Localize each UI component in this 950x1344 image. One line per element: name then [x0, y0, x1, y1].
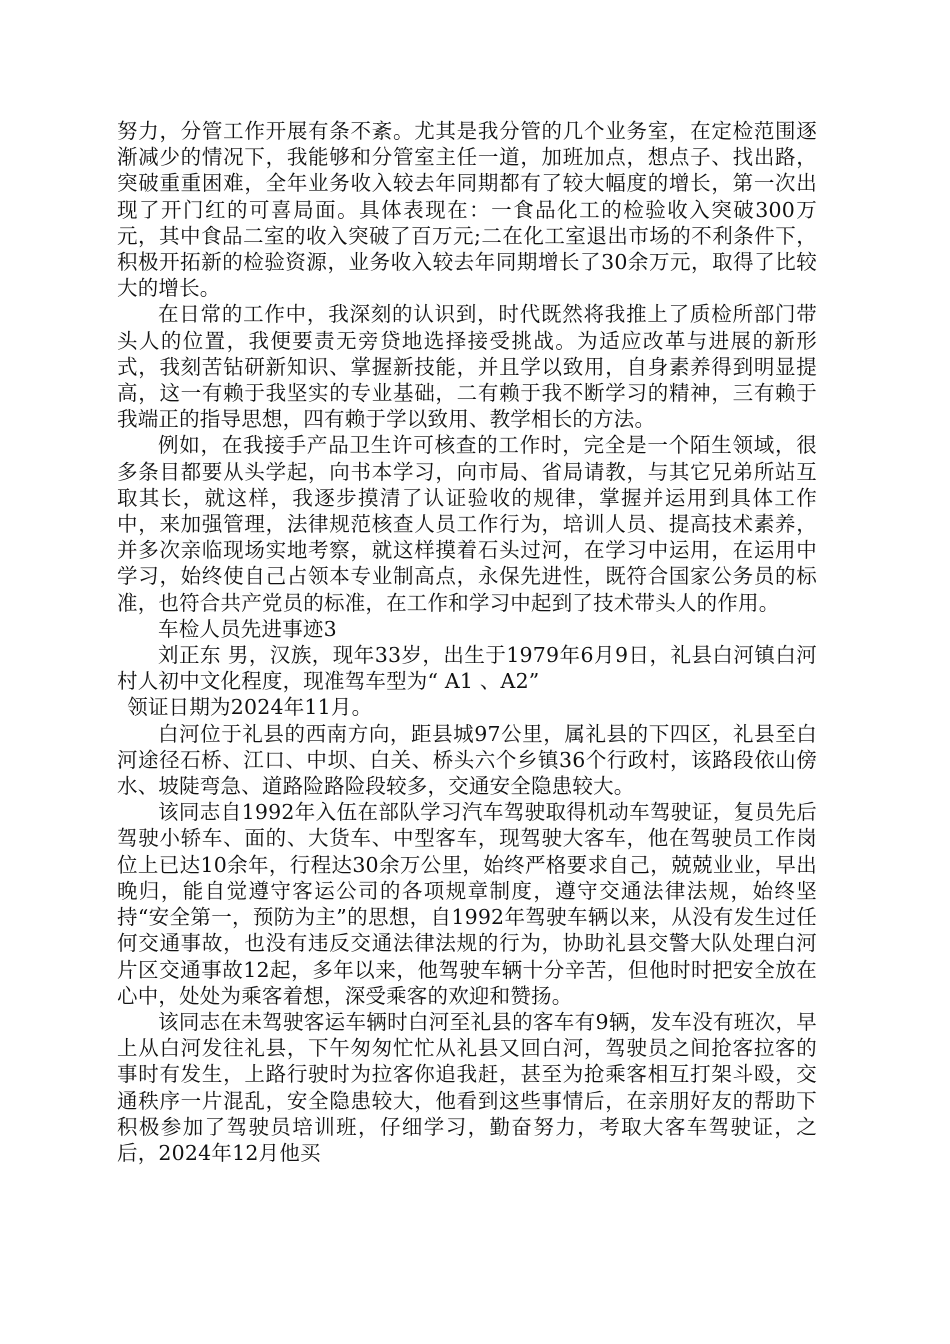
paragraph-background: 该同志在未驾驶客运车辆时白河至礼县的客车有9辆，发车没有班次，早上从白河发往礼县，下午匆匆忙忙从礼县又回白河，驾驶员之间抢客拉客的事时有发生，上路行驶时为拉客你追我赶，甚至为抢乘客相互打架斗殴，交通秩序一片混乱，安全隐患较大，他看到这些事情后，在亲朋好友的帮助下积极参加了驾驶员培训班，仔细学习，勤奋努力，考取大客车驾驶证，之后，2024年12月他买: [117, 1009, 817, 1165]
paragraph-example: 例如，在我接手产品卫生许可核查的工作时，完全是一个陌生领域，很多条目都要从头学起，向书本学习，向市局、省局请教，与其它兄弟所站互取其长，就这样，我逐步摸清了认证验收的规律，掌握并运用到具体工作中，来加强管理，法律规范核查人员工作行为，培训人员、提高技术素养，并多次亲临现场实地考察，就这样摸着石头过河，在学习中运用，在运用中学习，始终使自己占领本专业制高点，永保先进性，既符合国家公务员的标准，也符合共产党员的标准，在工作和学习中起到了技术带头人的作用。: [117, 433, 817, 615]
paragraph-license-date: 领证日期为2024年11月。: [127, 695, 373, 720]
section-heading: 车检人员先进事迹3: [158, 616, 337, 641]
document-page: [117, 118, 817, 1166]
paragraph-work-summary: 努力，分管工作开展有条不紊。尤其是我分管的几个业务室，在定检范围逐渐减少的情况下，我能够和分管室主任一道，加班加点，想点子、找出路，突破重重困难，全年业务收入较去年同期都有了较大幅度的增长，第一次出现了开门红的可喜局面。具体表现在：一食品化工的检验收入突破300万元，其中食品二室的收入突破了百万元;二在化工室退出市场的不利条件下，积极开拓新的检验资源，业务收入较去年同期增长了30余万元，取得了比较大的增长。: [117, 119, 817, 301]
paragraph-driving-record: 该同志自1992年入伍在部队学习汽车驾驶取得机动车驾驶证，复员先后驾驶小轿车、面的、大货车、中型客车，现驾驶大客车，他在驾驶员工作岗位上已达10余年，行程达30余万公里，始终严格要求自己，兢兢业业，早出晚归，能自觉遵守客运公司的各项规章制度，遵守交通法律法规，始终坚持“安全第一，预防为主”的思想，自1992年驾驶车辆以来，从没有发生过任何交通事故，也没有违反交通法律法规的行为，协助礼县交警大队处理白河片区交通事故12起，多年以来，他驾驶车辆十分辛苦，但他时时把安全放在心中，处处为乘客着想，深受乘客的欢迎和赞扬。: [117, 800, 817, 1008]
paragraph-daily-work: 在日常的工作中，我深刻的认识到，时代既然将我推上了质检所部门带头人的位置，我便要责无旁贷地选择接受挑战。为适应改革与进展的新形式，我刻苦钻研新知识、掌握新技能，并且学以致用，自身素养得到明显提高，这一有赖于我坚实的专业基础，二有赖于我不断学习的精神，三有赖于我端正的指导思想，四有赖于学以致用、教学相长的方法。: [117, 302, 817, 432]
paragraph-location: 白河位于礼县的西南方向，距县城97公里，属礼县的下四区，礼县至白河途径石桥、江口、中坝、白关、桥头六个乡镇36个行政村，该路段依山傍水、坡陡弯急、道路险路险段较多，交通安全隐患较大。: [117, 721, 817, 799]
paragraph-profile: 刘正东 男，汉族，现年33岁，出生于1979年6月9日，礼县白河镇白河村人初中文化程度，现准驾车型为“ A1 、A2”: [117, 643, 817, 694]
